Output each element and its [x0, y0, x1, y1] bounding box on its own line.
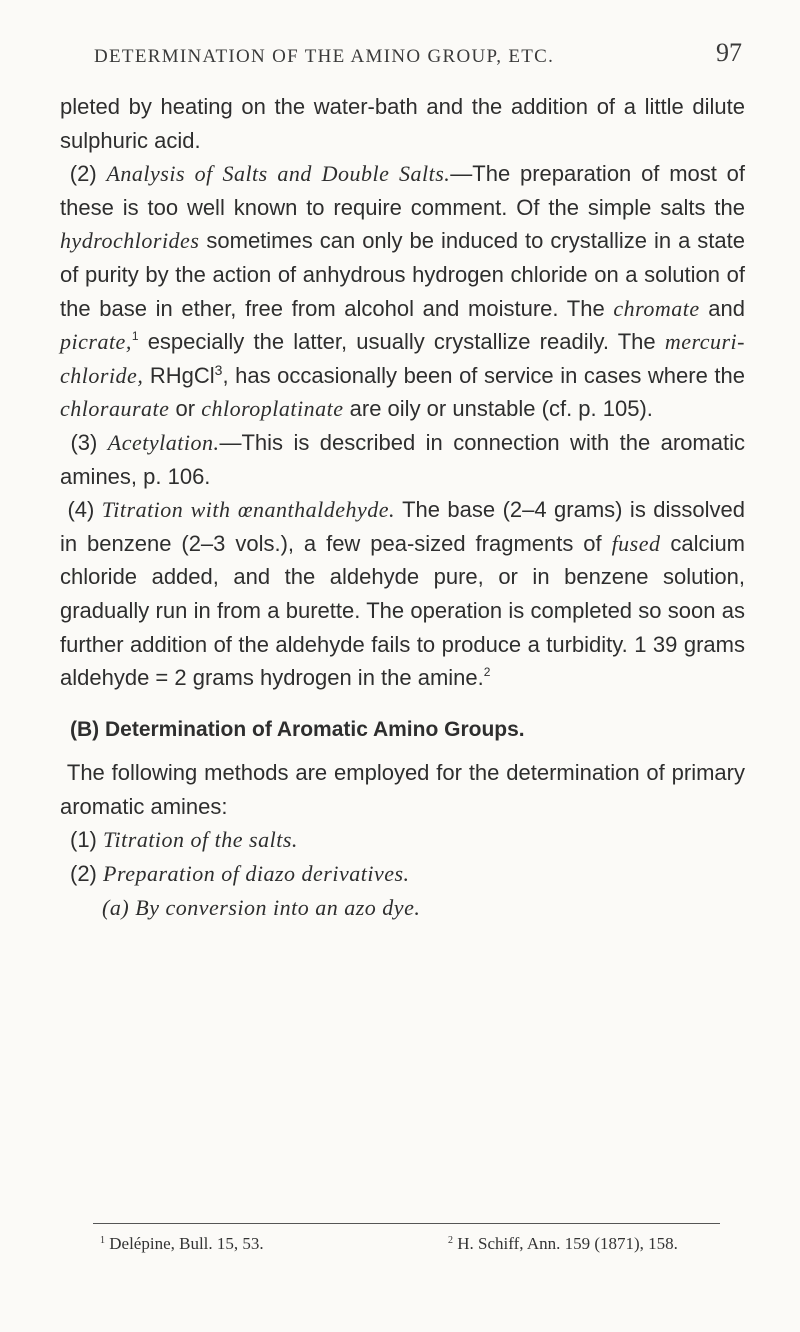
footnote-ref-1[interactable]: 1	[131, 329, 139, 344]
section-heading-b: (B) Determination of Aromatic Amino Groups.	[70, 717, 525, 741]
footnote-divider	[93, 1223, 720, 1224]
list-item: (1) Titration of the salts.	[70, 827, 298, 853]
header-title: DETERMINATION OF THE AMINO GROUP, ETC.	[94, 46, 555, 67]
paragraph-titration: (4) Titration with œnanthaldehyde. The base (2–4 grams) is dissolved in benzene (2–3 vols.), a few pea-sized fragments of fused calcium chloride added, and the aldehyde pure, or in benzene solution, gradually run in from a burette. The operation is completed so soon as further addition of the aldehyde fails to produce a turbidity. 1 39 grams aldehyde = 2 grams hydrogen in the amine.$^2$	[60, 497, 746, 691]
heading-titration: Titration with œnanthaldehyde.	[101, 497, 396, 523]
paragraph-analysis-of-salts: (2) Analysis of Salts and Double Salts.—The preparation of most of these is too well known to require comment. Of the simple salts the hydrochlorides sometimes can only be induced to crystallize in a state of purity by the action of anhydrous hydrogen chloride on a solution of the base in ether, free from alcohol and moisture. The chromate and picrate,$^1$ especially the latter, usually crystallize readily. The mercuri-chloride, RHgCl$^3$, has occasionally been of service in cases where the chloraurate or chloroplatinate are oily or unstable (cf. p. 105).	[60, 161, 745, 422]
heading-analysis-of-salts: Analysis of Salts and Double Salts.	[106, 161, 451, 187]
list-item: (a) By conversion into an azo dye.	[102, 894, 421, 920]
paragraph-continuation: pleted by heating on the water-bath and the addition of a little dilute sulphuric acid.	[60, 94, 745, 153]
heading-acetylation: Acetylation.	[107, 429, 220, 455]
list-item: (2) Preparation of diazo derivatives.	[70, 861, 410, 887]
paragraph-acetylation: (3) Acetylation.—This is described in connection with the aromatic amines, p. 106.	[60, 429, 745, 489]
footnote-2: $^2$ H. Schiff, Ann. 159 (1871), 158.	[448, 1234, 678, 1253]
body-text	[60, 90, 745, 924]
footnote-ref-2[interactable]: 2	[483, 665, 491, 680]
footnote-1: $^1$ Delépine, Bull. 15, 53.	[100, 1234, 264, 1253]
paragraph-methods-intro: The following methods are employed for the determination of primary aromatic amines:	[60, 760, 745, 819]
page-number: 97	[716, 38, 742, 67]
